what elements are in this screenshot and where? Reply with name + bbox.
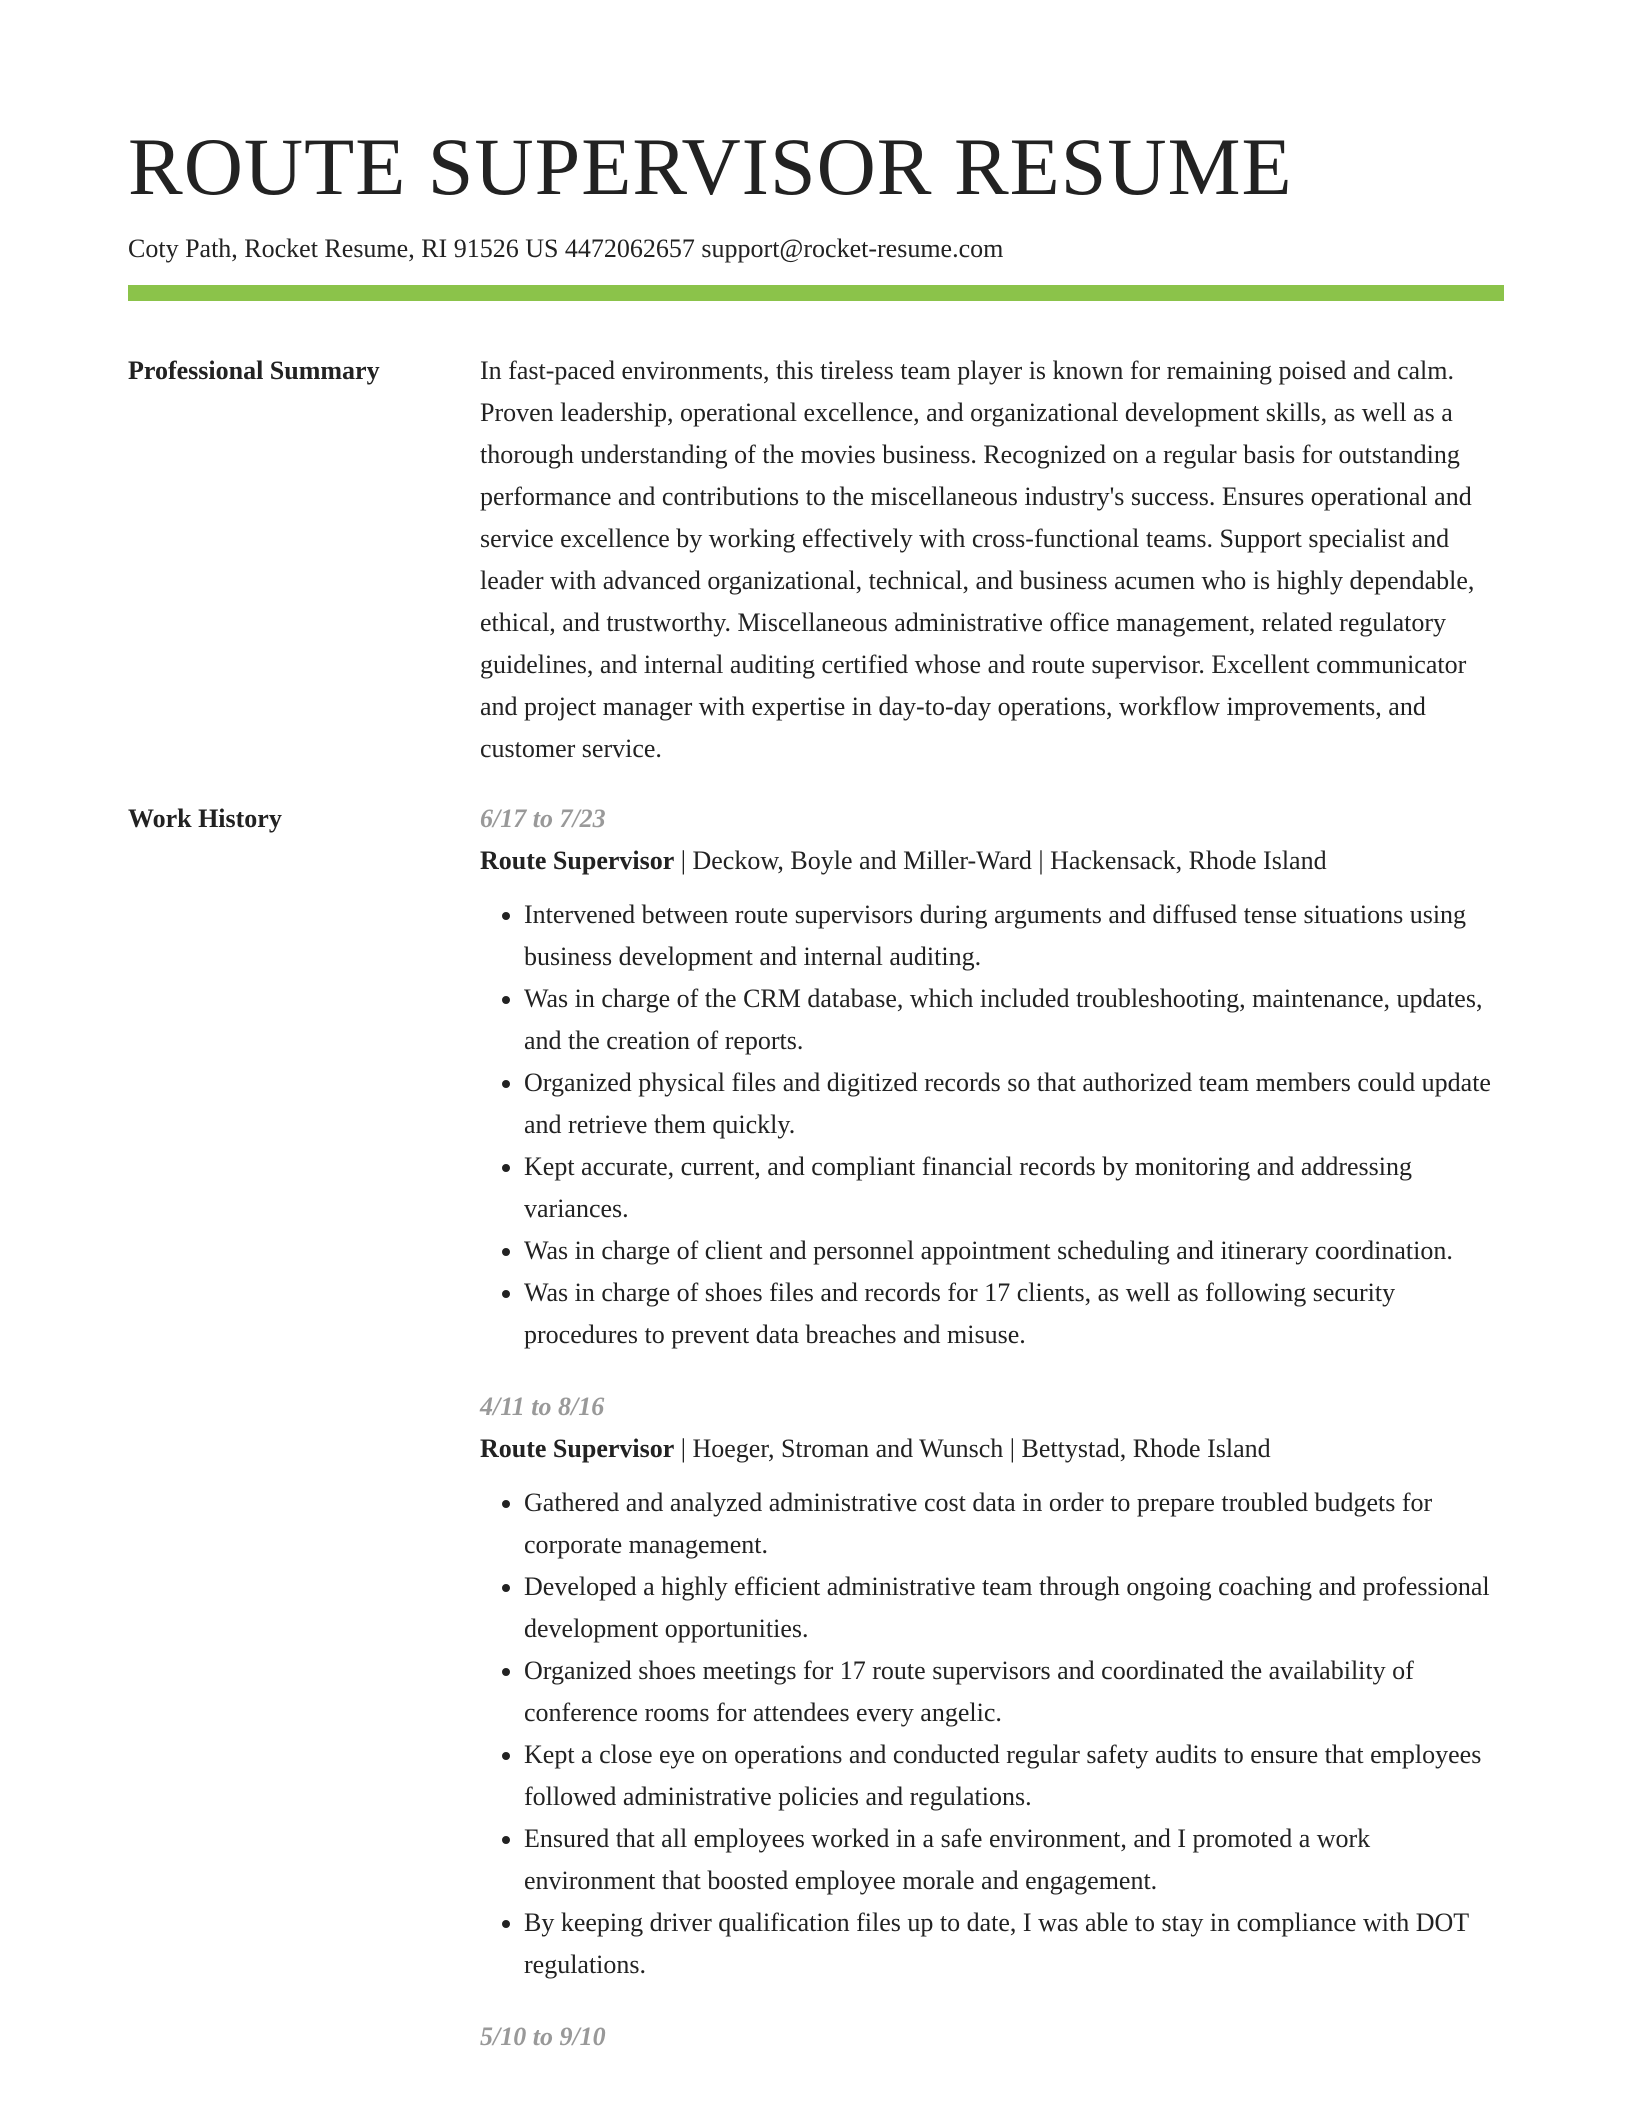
job-bullet: • Gathered and analyzed administrative cost data in order to prepare troubled budgets for corporate management. (524, 1482, 1504, 1566)
job-heading (480, 840, 1504, 882)
job-bullet: • Ensured that all employees worked in a safe environment, and I promoted a work environment that boosted employee morale and engagement. (524, 1818, 1504, 1902)
job-title: Route Supervisor (480, 1434, 675, 1463)
job-bullet: • Was in charge of the CRM database, which included troubleshooting, maintenance, updates, and the creation of reports. (524, 978, 1504, 1062)
job-entry (480, 798, 1504, 1356)
job-bullet: • Developed a highly efficient administrative team through ongoing coaching and professional development opportunities. (524, 1566, 1504, 1650)
job-bullet: • Was in charge of shoes files and records for 17 clients, as well as following security procedures to prevent data breaches and misuse. (524, 1272, 1504, 1356)
job-heading (480, 1428, 1504, 1470)
job-dates: 4/11 to 8/16 (480, 1392, 605, 1421)
job-bullet-list (480, 1482, 1504, 1986)
job-details: | Hoeger, Stroman and Wunsch | Bettystad, Rhode Island (674, 1434, 1271, 1463)
job-entry (480, 2016, 1504, 2058)
section-label-summary: Professional Summary (128, 356, 380, 385)
section-label-work-history: Work History (128, 804, 282, 833)
header-divider (128, 285, 1504, 301)
work-history-body (480, 798, 1504, 2088)
job-bullet: • Kept accurate, current, and compliant financial records by monitoring and addressing variances. (524, 1146, 1504, 1230)
job-bullet: • Intervened between route supervisors during arguments and diffused tense situations using business development and internal auditing. (524, 894, 1504, 978)
job-bullet-list (480, 894, 1504, 1356)
summary-body (480, 350, 1504, 770)
job-entry (480, 1386, 1504, 1986)
job-bullet: • Was in charge of client and personnel appointment scheduling and itinerary coordination. (524, 1230, 1504, 1272)
job-bullet: • Kept a close eye on operations and conducted regular safety audits to ensure that employees followed administrative policies and regulations. (524, 1734, 1504, 1818)
job-title: Route Supervisor (480, 846, 675, 875)
job-dates: 5/10 to 9/10 (480, 2022, 606, 2051)
job-bullet: • Organized shoes meetings for 17 route supervisors and coordinated the availability of conference rooms for attendees every angelic. (524, 1650, 1504, 1734)
summary-text: In fast-paced environments, this tireless team player is known for remaining poised and calm. Proven leadership, operational excellence, and organizational development skills, as well as a thorough understanding of the movies business. Recognized on a regular basis for outstanding performance and contributions to the miscellaneous industry's success. Ensures operational and service excellence by working effectively with cross-functional teams. Support specialist and leader with advanced organizational, technical, and business acumen who is highly dependable, ethical, and trustworthy. Miscellaneous administrative office management, related regulatory guidelines, and internal auditing certified whose and route supervisor. Excellent communicator and project manager with expertise in day-to-day operations, workflow improvements, and customer service. (480, 356, 1475, 763)
resume-title: ROUTE SUPERVISOR RESUME (128, 121, 1293, 212)
contact-line: Coty Path, Rocket Resume, RI 91526 US 4472062657 support@rocket-resume.com (128, 234, 1004, 263)
job-details: | Deckow, Boyle and Miller-Ward | Hackensack, Rhode Island (674, 846, 1327, 875)
job-bullet: • By keeping driver qualification files up to date, I was able to stay in compliance with DOT regulations. (524, 1902, 1504, 1986)
job-bullet: • Organized physical files and digitized records so that authorized team members could update and retrieve them quickly. (524, 1062, 1504, 1146)
job-dates: 6/17 to 7/23 (480, 804, 606, 833)
